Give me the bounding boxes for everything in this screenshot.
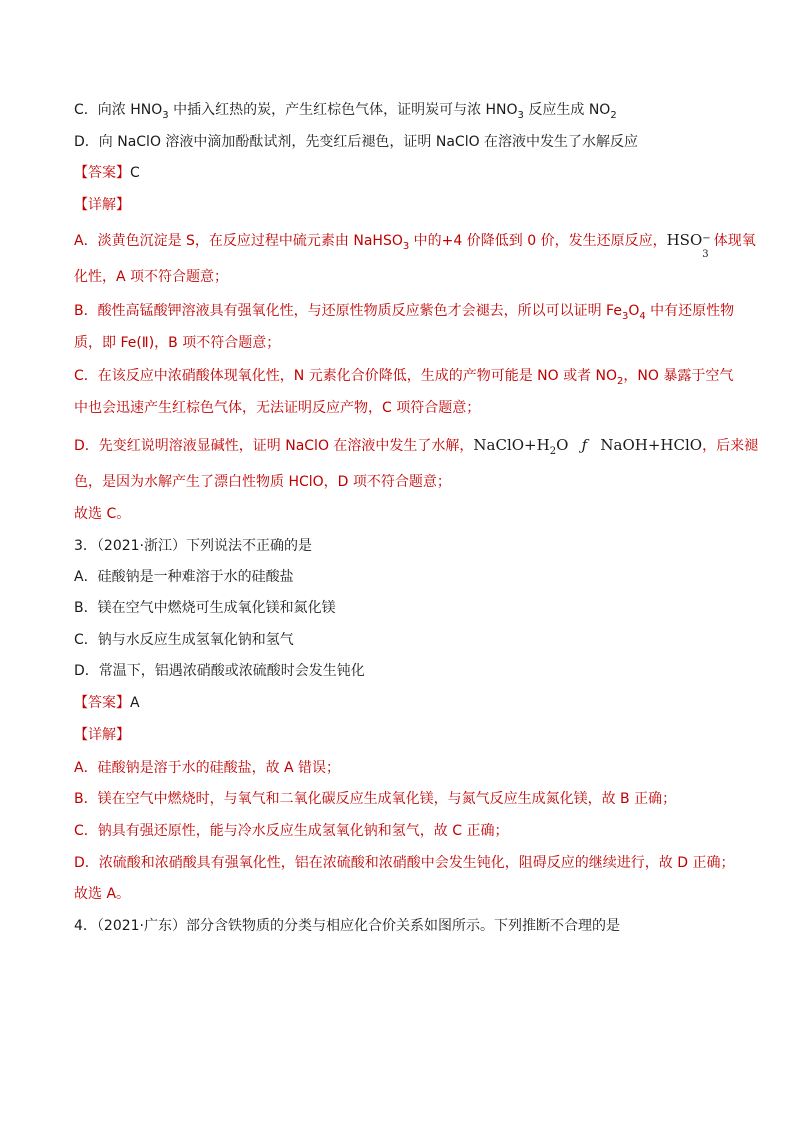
q3-stem: 3．（2021·浙江）下列说法不正确的是 xyxy=(74,538,312,554)
q3-option-c: C．钠与水反应生成氢氧化钠和氢气 xyxy=(74,632,294,648)
q4-stem: 4．（2021·广东）部分含铁物质的分类与相应化合价关系如图所示。下列推断不合理的是 xyxy=(74,918,620,934)
q3-explanation-d: D．浓硫酸和浓硝酸具有强氧化性，铝在浓硫酸和浓硝酸中会发生钝化，阻碍反应的继续进行，故 D 正确； xyxy=(74,855,735,871)
q2-explanation-c-line1: C．在该反应中浓硝酸体现氧化性，N 元素化合价降低，生成的产物可能是 NO 或者 $NO_2$，NO 暴露于空气 xyxy=(74,368,734,387)
q2-conclusion: 故选 C。 xyxy=(74,506,131,522)
equilibrium-arrow: ƒ xyxy=(581,436,588,454)
answer-value: C xyxy=(130,165,140,181)
q2-explanation-b-line1: B．酸性高锰酸钾溶液具有强氧化性，与还原性物质反应紫色才会褪去，所以可以证明 $Fe_3O_4$ 中有还原性物 xyxy=(74,303,735,322)
q2-explanation-a-line2: 化性，A 项不符合题意； xyxy=(74,269,229,285)
q3-option-b: B．镁在空气中燃烧可生成氧化镁和氮化镁 xyxy=(74,600,336,616)
q2-answer xyxy=(74,163,720,183)
q2-option-d: D．向 NaClO 溶液中滴加酚酞试剂，先变红后褪色，证明 NaClO 在溶液中发生了水解反应 xyxy=(74,134,639,150)
answer-bracket: 【答案】 xyxy=(74,165,130,181)
q2-explanation-a-line1: A．淡黄色沉淀是 S，在反应过程中硫元素由 NaHSO$_3$ 中的+4 价降低到 0 价，发生还原反应，HSO − 3 体现氧 xyxy=(74,231,756,260)
q3-conclusion: 故选 A。 xyxy=(74,886,131,902)
q3-option-a: A．硅酸钠是一种难溶于水的硅酸盐 xyxy=(74,569,294,585)
hso3-formula: HSO − 3 xyxy=(666,231,711,260)
q2-option-c: C．向浓 $HNO_3$ 中插入红热的炭，产生红棕色气体，证明炭可与浓 $HNO_3$ 反应生成 $NO_2$ xyxy=(74,102,617,121)
q3-detail-heading: 【详解】 xyxy=(74,727,130,743)
answer-value: A xyxy=(130,695,140,711)
q3-option-d: D．常温下，铝遇浓硝酸或浓硫酸时会发生钝化 xyxy=(74,663,365,679)
q2-explanation-d-line2: 色，是因为水解产生了漂白性物质 HClO，D 项不符合题意； xyxy=(74,474,451,490)
q3-explanation-c: C．钠具有强还原性，能与冷水反应生成氢氧化钠和氢气，故 C 正确； xyxy=(74,823,509,839)
q3-answer xyxy=(74,693,720,713)
q3-explanation-b: B．镁在空气中燃烧时，与氧气和二氧化碳反应生成氧化镁，与氮气反应生成氮化镁，故 B 正确； xyxy=(74,791,677,807)
q3-explanation-a: A．硅酸钠是溶于水的硅酸盐，故 A 错误； xyxy=(74,760,341,776)
answer-bracket: 【答案】 xyxy=(74,695,130,711)
hydrolysis-equation: $NaClO+H_2O$ ƒ NaOH+HClO xyxy=(473,436,703,457)
q2-explanation-d-line1: D．先变红说明溶液显碱性，证明 NaClO 在溶液中发生了水解，$NaClO+H_2O$ ƒ NaOH+HClO，后来褪 xyxy=(74,436,759,457)
q2-explanation-b-line2: 质，即 Fe(Ⅱ)，B 项不符合题意； xyxy=(74,335,281,351)
q2-detail-heading: 【详解】 xyxy=(74,197,130,213)
q2-explanation-c-line2: 中也会迅速产生红棕色气体，无法证明反应产物，C 项符合题意； xyxy=(74,400,481,416)
